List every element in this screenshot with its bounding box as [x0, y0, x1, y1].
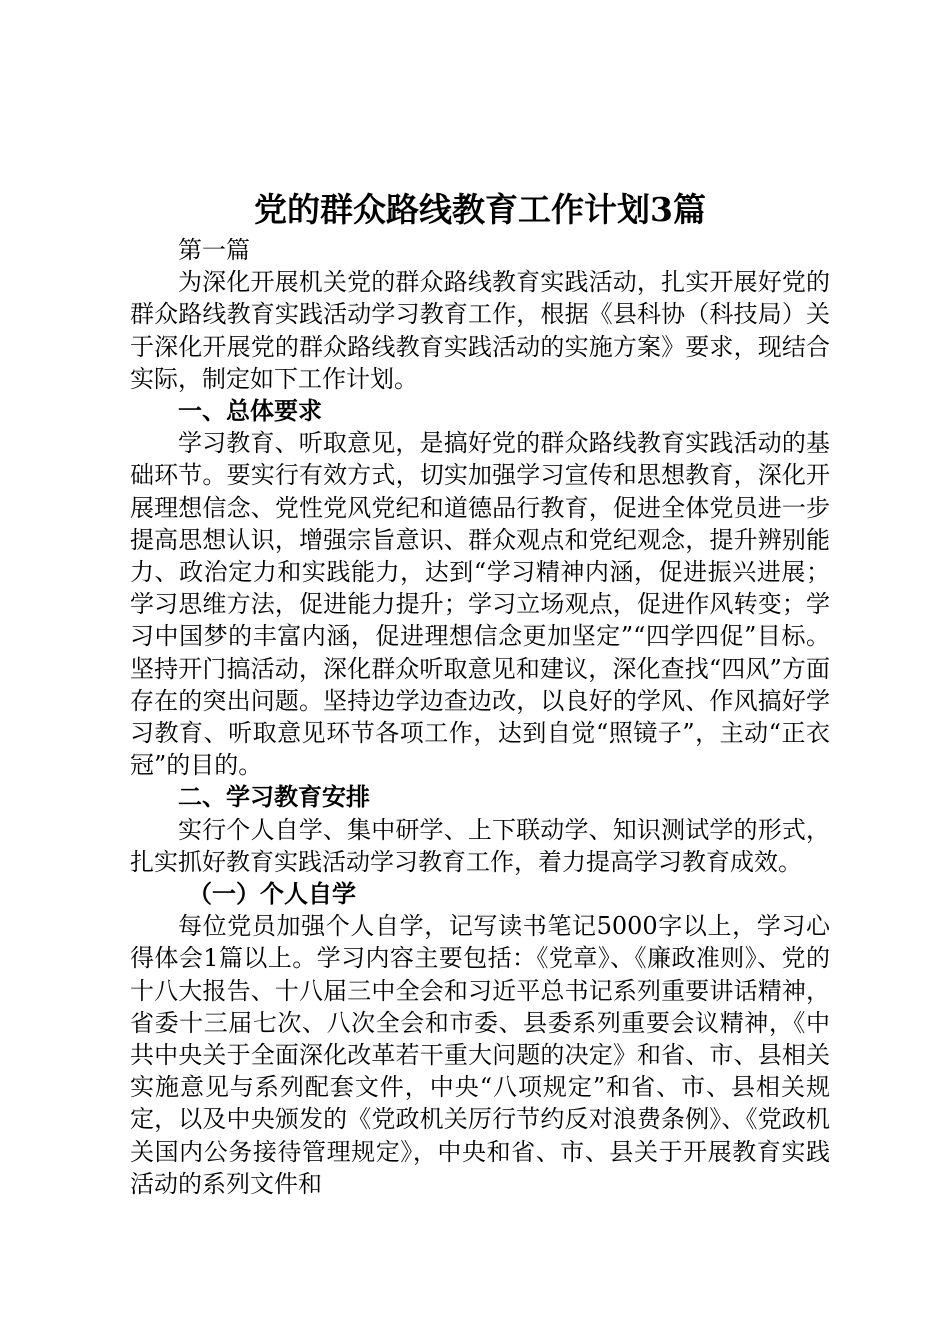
- subsection-heading-self-study: （一）个人自学: [188, 879, 356, 909]
- document-title: 党的群众路线教育工作计划3篇: [254, 190, 706, 229]
- part-label: 第一篇: [178, 236, 250, 264]
- subsection-body-self-study: 每位党员加强个人自学，记写读书笔记5000字以上，学习心得体会1篇以上。学习内容主要包括：《党章》、《廉政准则》、党的十八大报告、十八届三中全会和习近平总书记系列重要讲话精神，省委十三届七次、八次全会和市委、县委系列重要会议精神，《中共中央关于全面深化改革若干重大问题的决定》和省、市、县相关实施意见与系列配套文件，中央“八项规定”和省、市、县相关规定，以及中央颁发的《党政机关厉行节约反对浪费条例》、《党政机关国内公务接待管理规定》，中央和省、市、县关于开展教育实践活动的系列文件和: [130, 912, 830, 1198]
- section-body-study-arrangement: 实行个人自学、集中研学、上下联动学、知识测试学的形式，扎实抓好教育实践活动学习教育工作，着力提高学习教育成效。: [130, 815, 830, 876]
- section-body-general-requirements: 学习教育、听取意见，是搞好党的群众路线教育实践活动的基础环节。要实行有效方式，切实加强学习宣传和思想教育，深化开展理想信念、党性党风党纪和道德品行教育，促进全体党员进一步提高思想认识，增强宗旨意识、群众观点和党纪观念，提升辨别能力、政治定力和实践能力，达到“学习精神内涵，促进振兴进展；学习思维方法，促进能力提升；学习立场观点，促进作风转变；学习中国梦的丰富内涵，促进理想信念更加坚定”“四学四促”目标。坚持开门搞活动，深化群众听取意见和建议，深化查找“四风”方面存在的突出问题。坚持边学边查边改，以良好的学风、作风搞好学习教育、听取意见环节各项工作，达到自觉“照镜子”，主动“正衣冠”的目的。: [130, 429, 830, 780]
- section-heading-study-arrangement: 二、学习教育安排: [178, 782, 370, 812]
- section-heading-general-requirements: 一、总体要求: [178, 396, 322, 426]
- intro-paragraph: 为深化开展机关党的群众路线教育实践活动，扎实开展好党的群众路线教育实践活动学习教育工作，根据《县科协（科技局）关于深化开展党的群众路线教育实践活动的实施方案》要求，现结合实际，制定如下工作计划。: [130, 268, 830, 393]
- document-page: [130, 186, 830, 1200]
